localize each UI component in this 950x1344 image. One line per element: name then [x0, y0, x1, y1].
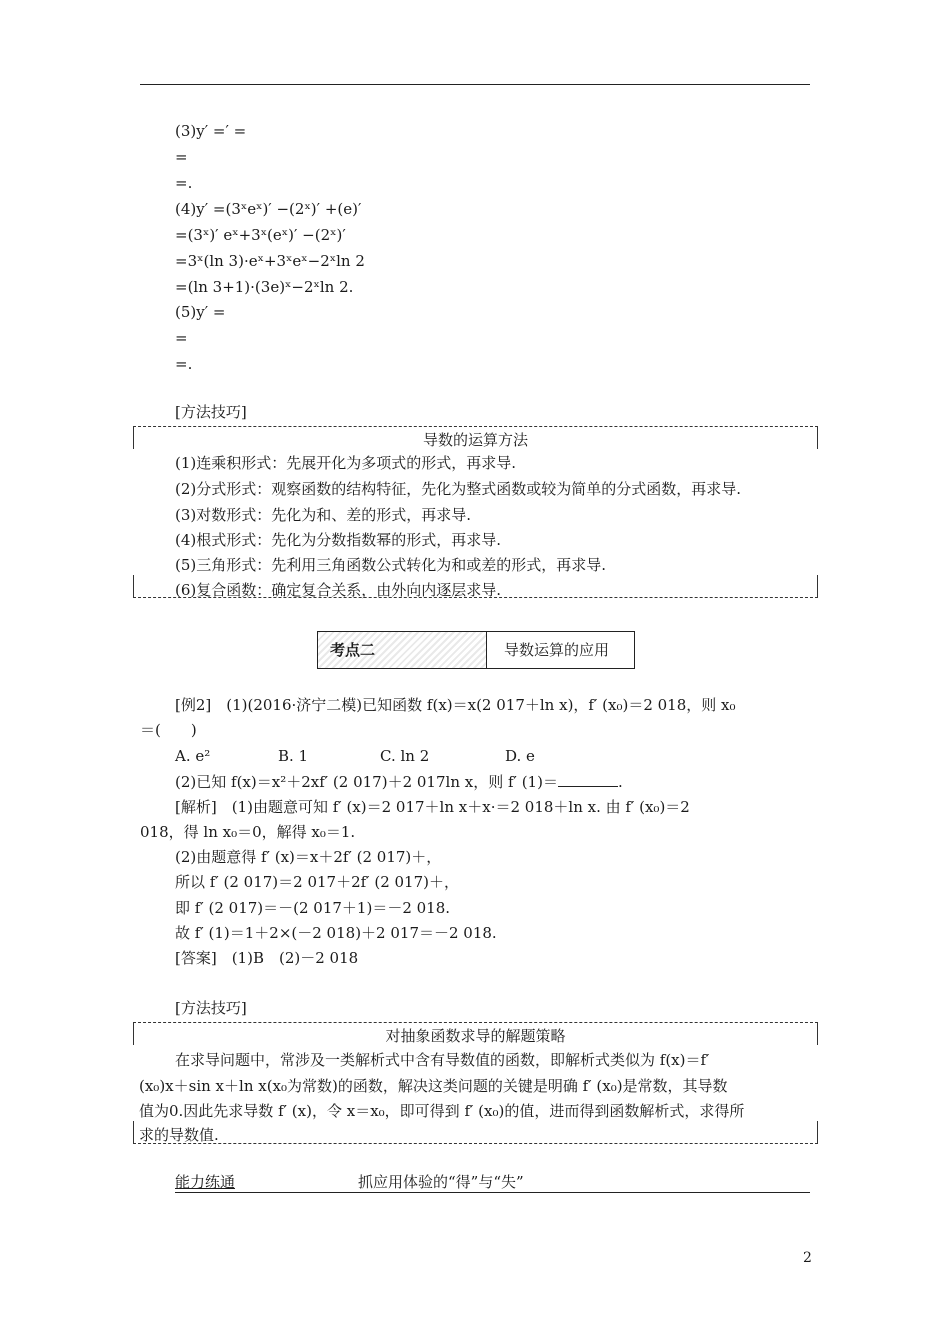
calc-line: =(ln 3+1)·(3e)ˣ−2ˣln 2.	[175, 278, 354, 296]
method-heading: [方法技巧]	[175, 999, 247, 1017]
method-item: (1)连乘积形式：先展开化为多项式的形式，再求导.	[175, 454, 517, 472]
method-item: (4)根式形式：先化为分数指数幂的形式，再求导.	[175, 531, 502, 549]
method-box	[133, 426, 818, 598]
footer-rule	[175, 1192, 810, 1193]
header-rule	[140, 84, 810, 85]
method-box-title: 导数的运算方法	[422, 431, 528, 449]
example-line: [例2] (1)(2016·济宁二模)已知函数 f(x)＝x(2 017＋ln x)，f′ (x₀)＝2 018，则 x₀	[175, 696, 736, 714]
method-item: (6)复合函数：确定复合关系，由外向内逐层求导.	[175, 581, 502, 599]
option-a: A. e²	[175, 747, 211, 765]
answer-blank	[558, 772, 618, 787]
method-paragraph-line: 求的导数值.	[139, 1126, 219, 1144]
method-paragraph-line: 在求导问题中，常涉及一类解析式中含有导数值的函数，即解析式类似为 f(x)＝f′	[175, 1051, 710, 1069]
solution-line: 所以 f′ (2 017)＝2 017＋2f′ (2 017)＋，	[175, 873, 459, 891]
example-line	[175, 772, 623, 792]
calc-line: =.	[175, 174, 193, 192]
example-line-text: (2)已知 f(x)＝x²＋2xf′ (2 017)＋2 017ln x，则 f′ (1)＝	[175, 773, 558, 791]
section-header-box	[317, 631, 635, 669]
section-title: 导数运算的应用	[504, 641, 610, 659]
method-paragraph-line: 值为0.因此先求导数 f′ (x)，令 x＝x₀，即可得到 f′ (x₀)的值，进而得到函数解析式，求得所	[139, 1102, 745, 1120]
option-b: B. 1	[278, 747, 309, 765]
method-box-title: 对抽象函数求导的解题策略	[385, 1027, 566, 1045]
solution-line: 故 f′ (1)＝1＋2×(－2 018)＋2 017＝－2 018.	[175, 924, 497, 942]
solution-line: [解析] (1)由题意可知 f′ (x)＝2 017＋ln x＋x·＝2 018＋ln x. 由 f′ (x₀)＝2	[175, 798, 690, 816]
example-line-end: .	[617, 773, 623, 791]
calc-line-3: (3)y′ =′ =	[175, 122, 247, 140]
answer-line: [答案] (1)B (2)－2 018	[175, 949, 359, 967]
section-label-cell	[318, 632, 487, 668]
method-box	[133, 1022, 818, 1144]
calc-line: =3ˣ(ln 3)·eˣ+3ˣeˣ−2ˣln 2	[175, 252, 365, 270]
calc-line: =.	[175, 355, 193, 373]
option-d: D. e	[505, 747, 535, 765]
method-heading: [方法技巧]	[175, 403, 247, 421]
calc-line-5: (5)y′ =	[175, 303, 226, 321]
page-number: 2	[803, 1250, 812, 1266]
practice-subtitle: 抓应用体验的“得”与“失”	[358, 1173, 524, 1191]
example-line: ＝( )	[140, 721, 197, 739]
method-item: (5)三角形式：先利用三角函数公式转化为和或差的形式，再求导.	[175, 556, 607, 574]
method-paragraph-line: (x₀)x＋sin x＋ln x(x₀为常数)的函数，解决这类问题的关键是明确 f′ (x₀)是常数，其导数	[139, 1077, 728, 1095]
solution-line: 即 f′ (2 017)＝－(2 017＋1)＝－2 018.	[175, 899, 451, 917]
section-label: 考点二	[330, 641, 376, 659]
calc-line: =	[175, 329, 188, 347]
method-item: (3)对数形式：先化为和、差的形式，再求导.	[175, 506, 472, 524]
practice-label: 能力练通	[175, 1173, 236, 1191]
calc-line: =	[175, 148, 188, 166]
solution-line: 018，得 ln x₀＝0，解得 x₀＝1.	[140, 823, 356, 841]
solution-line: (2)由题意得 f′ (x)＝x＋2f′ (2 017)＋，	[175, 848, 442, 866]
method-item: (2)分式形式：观察函数的结构特征，先化为整式函数或较为简单的分式函数，再求导.	[175, 480, 742, 498]
calc-line-4: (4)y′ =(3ˣeˣ)′ −(2ˣ)′ +(e)′	[175, 200, 362, 218]
option-c: C. ln 2	[380, 747, 430, 765]
calc-line: =(3ˣ)′ eˣ+3ˣ(eˣ)′ −(2ˣ)′	[175, 226, 346, 244]
